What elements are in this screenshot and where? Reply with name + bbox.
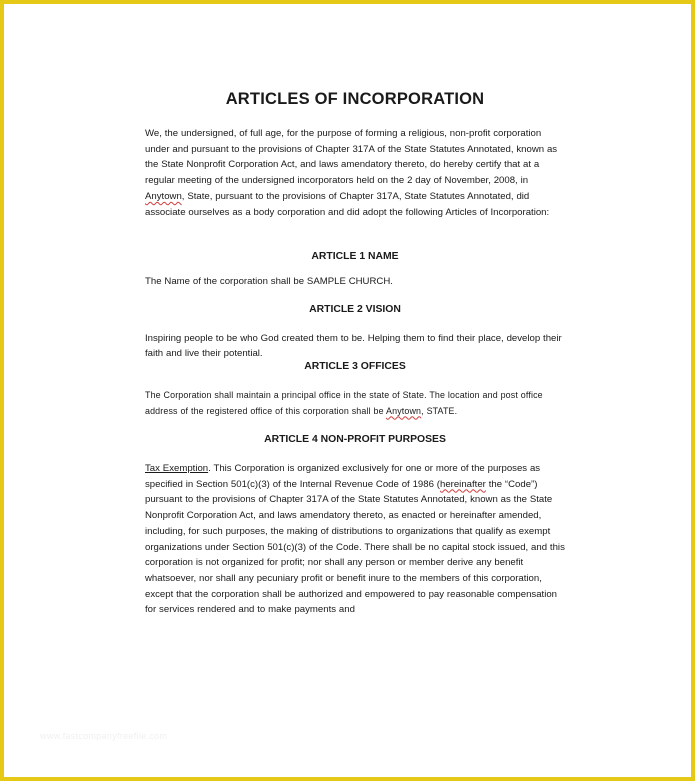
document-title: ARTICLES OF INCORPORATION [225,90,485,108]
article-3-text-2: , STATE. [421,405,458,416]
intro-paragraph [145,126,565,220]
article-3-text-1: The Corporation shall maintain a principal office in the state of State. The location and post office address of the registered office of this corporation shall be [145,390,543,416]
article-4-lead: Tax Exemption [145,463,209,474]
article-1-heading: ARTICLE 1 NAME [311,251,399,262]
article-1-text: The Name of the corporation shall be SAMPLE CHURCH. [145,276,393,287]
article-3-paragraph [145,388,565,419]
article-3-place: Anytown [386,405,422,416]
intro-place: Anytown [145,190,182,202]
watermark: www.fastcompanyfreefile.com [40,731,168,741]
intro-text-2: , State, pursuant to the provisions of Chapter 317A, State Statutes Annotated, did associate ourselves as a body corporation and did adopt the following Articles of Incorporation: [145,190,550,218]
article-2-text: Inspiring people to be who God created them to be. Helping them to find their place, develop their faith and live their potential. [145,333,562,359]
document-page [4,4,691,777]
article-4-paragraph [145,461,565,618]
article-3-heading: ARTICLE 3 OFFICES [304,361,406,372]
article-4-text-2: the “Code”) pursuant to the provisions of Chapter 317A of the State Statutes Annotated, known as the State Nonprofit Corporation Act, and laws amendatory thereto, as enacted or hereinafter amended, including, for such purposes, the making of distributions to organizations that qualify as exempt organizations under Section 501(c)(3) of the Code. There shall be no capital stock issued, and this corporation is not organized for profit; nor shall any person or member derive any benefit whatsoever, nor shall any pecuniary profit or benefit inure to the members of this corporation, except that the corporation shall be authorized and empowered to pay reasonable compensation for services rendered and to make payments and [145,478,565,616]
article-2-heading: ARTICLE 2 VISION [309,304,401,315]
intro-text-1: We, the undersigned, of full age, for the purpose of forming a religious, non-profit corporation under and pursuant to the provisions of Chapter 317A of the State Statutes Annotated, known as the State Nonprofit Corporation Act, and laws amendatory thereto, do hereby certify that at a regular meeting of the undersigned incorporators held on the 2 day of November, 2008, in [145,128,558,187]
article-4-text-1: . This Corporation is organized exclusively for one or more of the purposes as specified in Section 501(c)(3) of the Internal Revenue Code of 1986 ( [145,463,541,490]
article-4-hereinafter: hereinafter [439,478,486,490]
article-4-heading: ARTICLE 4 NON-PROFIT PURPOSES [264,434,446,445]
